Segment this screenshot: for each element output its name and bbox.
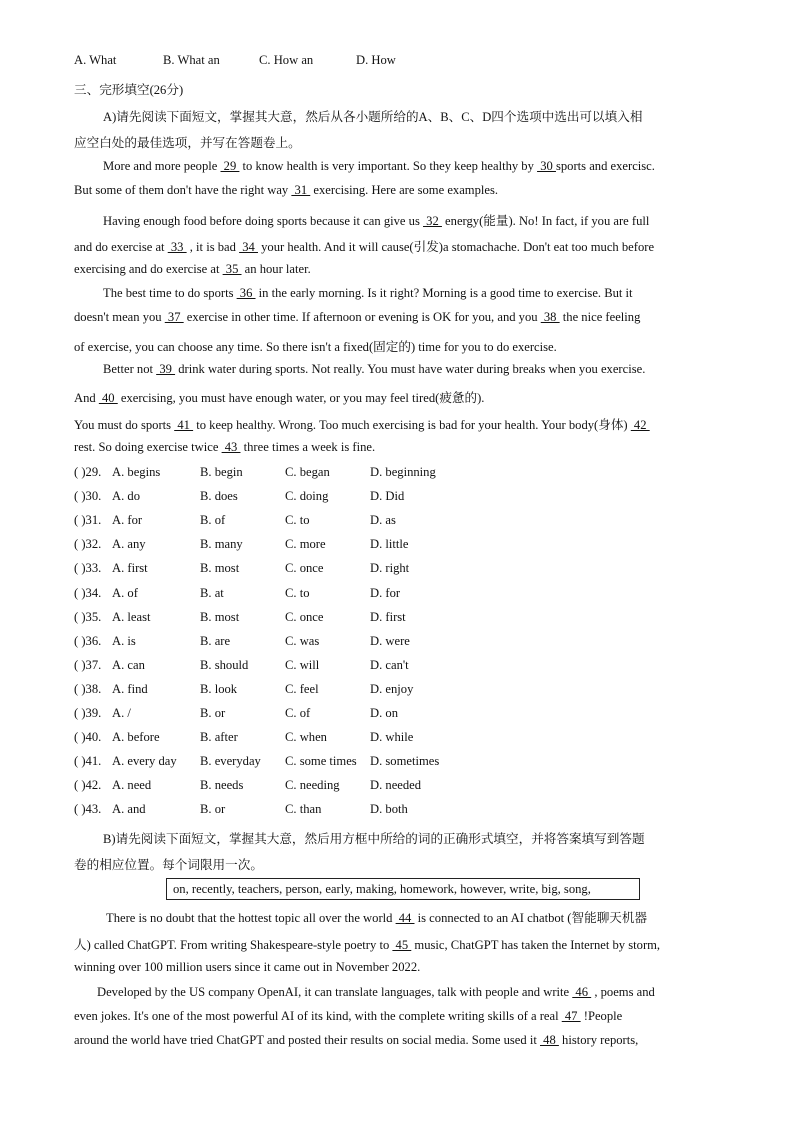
passage-line [106,907,647,926]
answer-option: B. does [200,489,238,504]
answer-option: C. of [285,706,311,720]
passage-text: winning over 100 million users since it came out in November 2022. [74,960,421,974]
passage-line [103,159,655,174]
answer-option: D. both [370,802,408,817]
answer-option: B. of [200,513,226,528]
passage-text: Developed by the US company OpenAI, it can translate languages, talk with people and write [97,985,573,999]
answer-option: C. to [285,585,310,600]
answer-option: C. to [285,513,310,528]
question-number: ( )41. [74,754,102,769]
passage-text: And [74,391,99,405]
answer-option: C. once [285,609,324,624]
blank-number: 29 [220,159,240,173]
word-box [166,878,640,900]
blank-number: 41 [174,418,194,432]
answer-option: B. many [200,537,243,552]
blank-number: 47 [561,1009,581,1023]
answer-option: D. sometimes [370,754,440,769]
question-number: ( )32. [74,537,102,552]
answer-option: D. for [370,585,401,600]
option-d: D. How [356,53,396,67]
answer-option: D. little [370,537,409,552]
question-number: ( )39. [74,706,102,720]
answer-option: C. some times [285,754,357,769]
question-number: ( )29. [74,465,102,479]
answer-option: A. / [112,706,131,720]
passage-text: , poems and [591,985,655,999]
passage-text: doesn't mean you [74,310,165,324]
blank-number: 40 [98,391,118,405]
answer-option: B. everyday [200,754,261,769]
passage-text: music, ChatGPT has taken the Internet by storm, [411,938,661,952]
passage-line [74,262,311,277]
blank-number: 43 [221,440,241,454]
answer-option: B. should [200,657,249,672]
answer-option: A. first [112,561,148,576]
blank-number: 33 [167,240,187,254]
blank-number: 30 [537,159,556,173]
passage-line [74,440,375,455]
question-number: ( )35. [74,609,102,624]
passage-line [74,960,420,975]
passage-text: You must do sports [74,418,175,432]
answer-option: B. most [200,609,240,624]
answer-option: D. first [370,609,406,624]
passage-text: exercising and do exercise at [74,262,223,276]
answer-option: B. or [200,802,226,817]
answer-option: A. is [112,633,136,648]
blank-number: 32 [423,214,442,228]
passage-line [74,310,640,325]
passage-text: 人) called ChatGPT. From writing Shakespeare-style poetry to [74,938,393,952]
passage-text: The best time to do sports [103,286,237,300]
option-a: A. What [74,53,117,67]
passage-text: the nice feeling [559,310,641,324]
blank-number: 39 [156,362,176,376]
question-number: ( )34. [74,585,102,600]
question-number: ( )38. [74,681,102,696]
answer-option: A. least [112,609,151,624]
answer-option: B. look [200,681,238,696]
passage-text: is connected to an AI chatbot (智能聊天机器 [414,911,648,925]
answer-option: A. any [112,537,146,552]
passage-line [97,985,655,1000]
answer-option: C. than [285,802,322,817]
passage-line [103,286,633,301]
question-number: ( )31. [74,513,102,528]
answer-option: A. begins [112,465,161,479]
answer-option: C. when [285,730,327,745]
blank-number: 36 [236,286,256,300]
answer-option: C. doing [285,489,329,504]
passage-text: More and more people [103,159,221,173]
answer-option: C. needing [285,778,340,793]
passage-text: of exercise, you can choose any time. So there isn't a fixed(固定的) time for you to do exercise. [74,340,557,354]
answer-option: D. can't [370,657,409,672]
question-number: ( )40. [74,730,102,745]
blank-number: 46 [572,985,592,999]
passage-line [74,336,557,355]
question-number: ( )42. [74,778,102,793]
word-box-text: on, recently, teachers, person, early, making, homework, however, write, big, song, [173,882,591,896]
blank-number: 48 [540,1033,559,1047]
answer-option: C. once [285,561,324,576]
blank-number: 35 [222,262,242,276]
blank-number: 31 [291,183,311,197]
blank-number: 44 [395,911,415,925]
part-a-instruction-2: 应空白处的最佳选项，并写在答题卷上。 [74,136,301,150]
passage-text: an hour later. [241,262,311,276]
passage-text: !People [580,1009,623,1023]
passage-text: history reports, [558,1033,639,1047]
answer-option: C. was [285,633,320,648]
answer-option: A. of [112,585,138,600]
blank-number: 38 [540,310,560,324]
passage-line [74,1033,638,1048]
passage-line [74,1009,622,1024]
passage-line [103,210,649,229]
answer-option: D. on [370,706,398,720]
passage-text: drink water during sports. Not really. You must have water during breaks when you exercise. [175,362,646,376]
passage-line [74,934,660,953]
answer-option: A. before [112,730,160,745]
option-c: C. How an [259,53,314,67]
passage-text: to know health is very important. So they keep healthy by [239,159,538,173]
answer-option: C. more [285,537,326,552]
passage-text: to keep healthy. Wrong. Too much exercising is bad for your health. Your body(身体) [193,418,631,432]
passage-text: energy(能量). No! In fact, if you are full [441,214,650,228]
answer-option: A. and [112,802,146,817]
passage-text: rest. So doing exercise twice [74,440,222,454]
answer-option: D. were [370,633,410,648]
passage-line [74,183,498,198]
question-number: ( )43. [74,802,102,817]
answer-option: C. feel [285,681,319,696]
passage-text: even jokes. It's one of the most powerful AI of its kind, with the complete writing skills of a real [74,1009,562,1023]
passage-text: There is no doubt that the hottest topic all over the world [106,911,396,925]
answer-option: A. can [112,657,145,672]
answer-option: D. as [370,513,396,528]
passage-text: your health. And it will cause(引发)a stomachache. Don't eat too much before [257,240,655,254]
passage-text: three times a week is fine. [240,440,376,454]
passage-text: exercise in other time. If afternoon or evening is OK for you, and you [183,310,541,324]
option-b: B. What an [163,53,220,67]
answer-option: B. after [200,730,238,745]
blank-number: 34 [239,240,258,254]
passage-line [103,362,645,377]
passage-text: in the early morning. Is it right? Morning is a good time to exercise. But it [255,286,633,300]
blank-number: 42 [630,418,650,432]
passage-text: Having enough food before doing sports because it can give us [103,214,424,228]
answer-option: B. are [200,633,231,648]
answer-option: D. right [370,561,410,576]
answer-option: B. at [200,585,224,600]
answer-option: D. Did [370,489,405,504]
answer-option: B. most [200,561,240,576]
answer-option: A. every day [112,754,177,769]
blank-number: 37 [164,310,184,324]
answer-option: C. will [285,657,320,672]
section-title: 三、完形填空(26分) [74,83,184,97]
answer-option: A. find [112,681,148,696]
answer-option: D. needed [370,778,422,793]
answer-option: C. began [285,465,330,479]
part-b-instruction-1: B)请先阅读下面短文，掌握其大意，然后用方框中所给的词的正确形式填空，并将答案填写到答题 [103,832,645,846]
answer-option: A. do [112,489,140,504]
passage-text: Better not [103,362,157,376]
passage-line [74,414,650,433]
passage-line [74,387,484,406]
part-b-instruction-2: 卷的相应位置。每个词限用一次。 [74,858,263,872]
passage-text: and do exercise at [74,240,168,254]
answer-option: A. need [112,778,152,793]
passage-line [74,236,654,255]
answer-option: B. or [200,706,226,720]
passage-text: exercising. Here are some examples. [310,183,499,197]
question-number: ( )30. [74,489,102,504]
passage-text: around the world have tried ChatGPT and posted their results on social media. Some used it [74,1033,540,1047]
answer-option: A. for [112,513,143,528]
question-number: ( )37. [74,657,102,672]
passage-text: exercising, you must have enough water, or you may feel tired(疲惫的). [117,391,485,405]
question-number: ( )36. [74,633,102,648]
answer-option: D. beginning [370,465,436,479]
passage-text: sports and exercisc. [555,159,655,173]
answer-option: D. while [370,730,414,745]
part-a-instruction-1: A)请先阅读下面短文，掌握其大意，然后从各小题所给的A、B、C、D四个选项中选出可以填入相 [103,110,643,124]
answer-option: B. begin [200,465,243,479]
answer-option: B. needs [200,778,244,793]
blank-number: 45 [392,938,412,952]
passage-text: But some of them don't have the right way [74,183,292,197]
question-number: ( )33. [74,561,102,576]
passage-text: , it is bad [186,240,240,254]
answer-option: D. enjoy [370,681,414,696]
